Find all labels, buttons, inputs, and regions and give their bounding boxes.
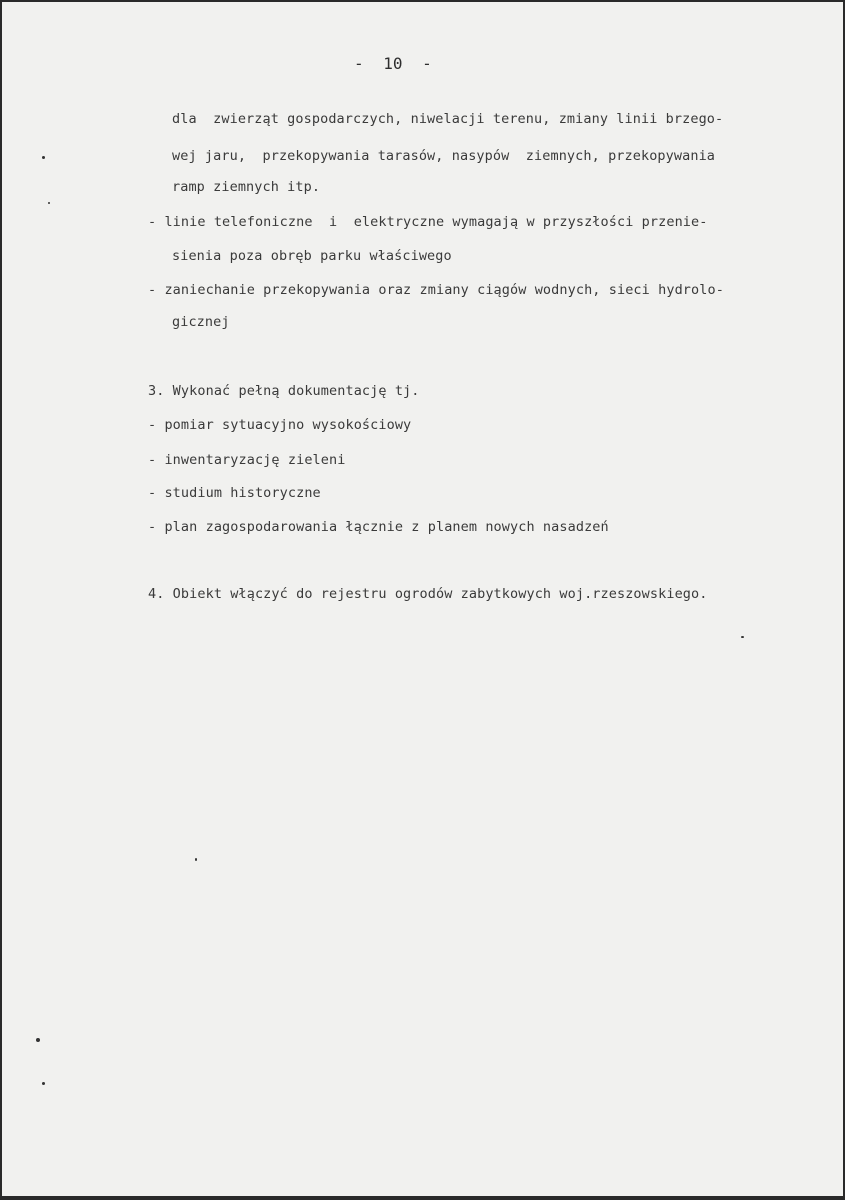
text-line: ramp ziemnych itp. bbox=[172, 179, 321, 195]
scan-speck bbox=[42, 156, 45, 159]
list-item: - linie telefoniczne i elektryczne wymagają w przyszłości przenie- bbox=[148, 214, 708, 230]
text-line: sienia poza obręb parku właściwego bbox=[172, 248, 452, 264]
scan-speck bbox=[36, 1038, 40, 1042]
scan-speck bbox=[741, 636, 744, 638]
numbered-item: 3. Wykonać pełną dokumentację tj. bbox=[148, 383, 420, 399]
list-item: - inwentaryzację zieleni bbox=[148, 452, 346, 468]
list-item: - zaniechanie przekopywania oraz zmiany ciągów wodnych, sieci hydrolo- bbox=[148, 282, 724, 298]
list-item: - plan zagospodarowania łącznie z planem nowych nasadzeń bbox=[148, 519, 609, 535]
text-line: gicznej bbox=[172, 314, 230, 330]
scan-speck bbox=[195, 858, 197, 861]
document-page bbox=[2, 2, 843, 1196]
text-line: wej jaru, przekopywania tarasów, nasypów ziemnych, przekopywania bbox=[172, 148, 716, 164]
list-item: - pomiar sytuacyjno wysokościowy bbox=[148, 417, 412, 433]
text-line: dla zwierząt gospodarczych, niwelacji terenu, zmiany linii brzego- bbox=[172, 111, 724, 127]
scan-speck bbox=[42, 1082, 45, 1085]
scan-speck bbox=[48, 202, 50, 204]
numbered-item: 4. Obiekt włączyć do rejestru ogrodów zabytkowych woj.rzeszowskiego. bbox=[148, 586, 708, 602]
list-item: - studium historyczne bbox=[148, 485, 321, 501]
page-number: - 10 - bbox=[354, 54, 432, 73]
